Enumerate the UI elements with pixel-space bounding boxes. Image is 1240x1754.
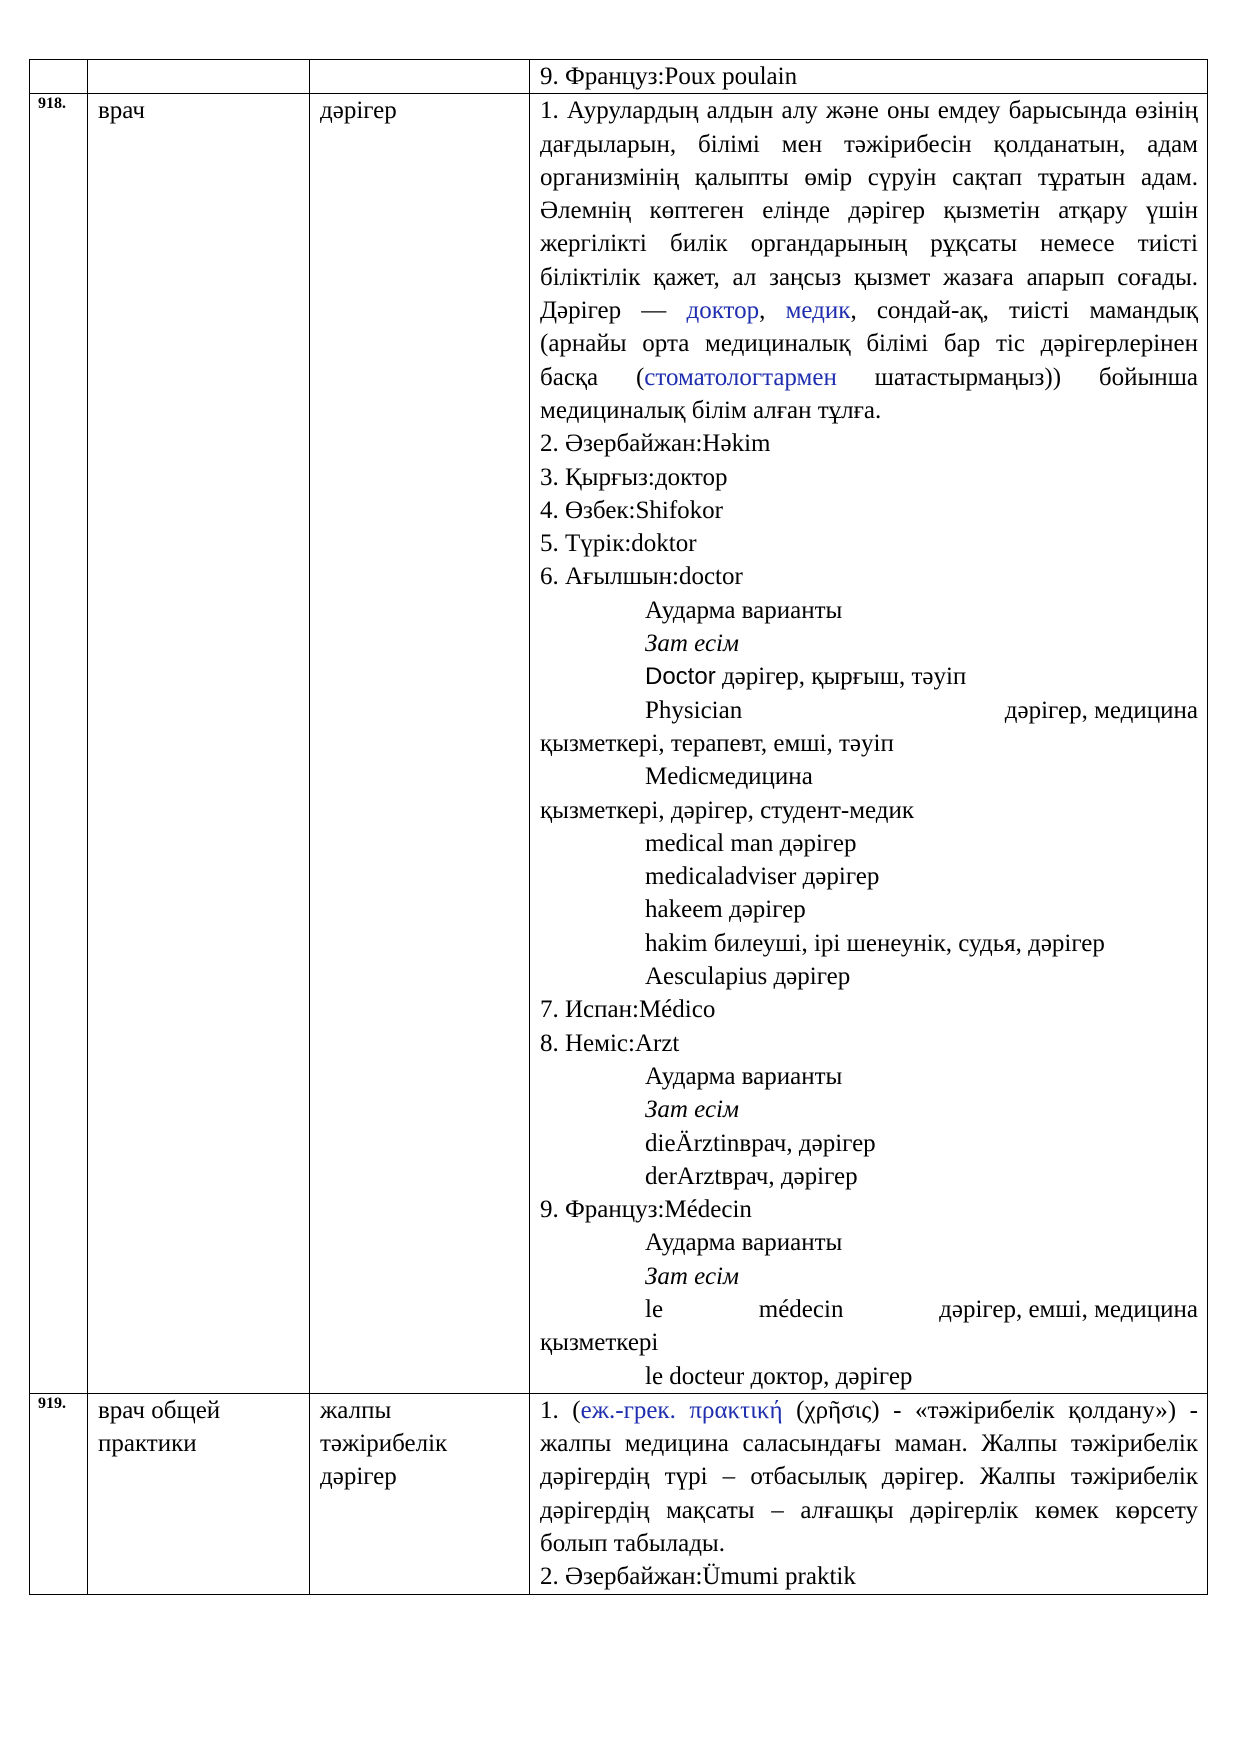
greek-etymology-link[interactable]: еж.-грек. πρακτική — [580, 1396, 783, 1424]
french-translation: 9. Француз:Poux poulain — [540, 63, 798, 90]
doctor-link[interactable]: доктор — [686, 297, 760, 325]
variant-item: le médecin дәрігер, емші, медицина — [645, 1295, 1198, 1323]
language-translation: 5. Түрік:doktor — [540, 530, 697, 558]
variant-continuation: қызметкері — [540, 1329, 659, 1357]
variants-heading: Аударма варианты — [645, 596, 843, 624]
variant-continuation: қызметкері, терапевт, емші, тәуіп — [540, 729, 894, 757]
part-of-speech: Зат есім — [645, 630, 739, 658]
kazakh-term: жалпы тәжірибелік дәрігер — [310, 1393, 530, 1594]
variant-item: dieÄrztinврач, дәрігер — [645, 1129, 876, 1157]
language-translation: 8. Неміс:Arzt — [540, 1029, 680, 1057]
definition-paragraph: 1. Аурулардың алдын алу және оны емдеу барысында өзінің дағдыларын, білімі мен тәжірибесін қолданатын, адам организмінің қалыпты өмір сүруін сақтап тұратын адам. Әлемнің көптеген елінде дәрігер қызметін атқару үшін жергілікті билік органдарының рұқсаты немесе тиісті біліктілік қажет, ал заңсыз қызмет жазаға апарып соғады. Дәрігер — доктор, медик, сондай-ақ, тиісті мамандық (арнайы орта медициналық білімі бар тіс дәрігерлерінен басқа (стоматологтармен шатастырмаңыз)) бойынша медициналық білім алған тұлға. — [540, 97, 1198, 424]
definition-paragraph: 1. (еж.-грек. πρακτική (χρῆσις) - «тәжірибелік қолдану») - жалпы медицина саласындағы маман. Жалпы тәжірибелік дәрігердің түрі – отбасылық дәрігер. Жалпы тәжірибелік дәрігердің мақсаты – алғашқы дәрігерлік көмек көрсету болып табылады. — [540, 1396, 1198, 1558]
medic-link[interactable]: медик — [785, 297, 851, 325]
russian-term: врач — [88, 94, 310, 1394]
variant-item: Medicмедицина — [645, 763, 813, 791]
variant-item: medicaladviser дәрігер — [645, 863, 880, 891]
language-translation: 3. Қырғыз:доктор — [540, 463, 728, 491]
entry-number: 918. — [30, 94, 88, 1394]
kazakh-term — [310, 60, 530, 94]
variant-continuation: қызметкері, дәрігер, студент-медик — [540, 796, 915, 824]
language-translation: 7. Испан:Médico — [540, 996, 716, 1024]
part-of-speech: Зат есім — [645, 1262, 739, 1290]
variant-item: le docteur доктор, дәрігер — [645, 1362, 913, 1390]
entry-number — [30, 60, 88, 94]
language-translation: 6. Ағылшын:doctor — [540, 563, 743, 591]
language-translation: 2. Әзербайжан:Ümumi praktik — [540, 1563, 856, 1591]
variant-item: Doctor дәрігер, қырғыш, тәуіп — [645, 663, 967, 691]
russian-term: врач общей практики — [88, 1393, 310, 1594]
table-row — [30, 1393, 1208, 1594]
variant-item: medical man дәрігер — [645, 829, 857, 857]
definition-cell — [530, 94, 1208, 1394]
variant-item: hakim билеуші, ірі шенеунік, судья, дәрігер — [645, 929, 1105, 957]
variant-item: derArztврач, дәрігер — [645, 1162, 858, 1190]
stomatologist-link[interactable]: стоматологтармен — [644, 363, 837, 391]
table-row — [30, 60, 1208, 94]
language-translation: 2. Әзербайжан:Həkim — [540, 430, 771, 458]
part-of-speech: Зат есім — [645, 1096, 739, 1124]
definition-cell — [530, 60, 1208, 94]
language-translation: 4. Өзбек:Shifokor — [540, 496, 724, 524]
dictionary-table — [29, 59, 1208, 1595]
entry-number: 919. — [30, 1393, 88, 1594]
definition-cell — [530, 1393, 1208, 1594]
variants-heading: Аударма варианты — [645, 1062, 843, 1090]
kazakh-term: дәрігер — [310, 94, 530, 1394]
variant-item: Physician дәрігер, медицина — [645, 696, 1198, 724]
table-row — [30, 94, 1208, 1394]
variants-heading: Аударма варианты — [645, 1229, 843, 1257]
russian-term — [88, 60, 310, 94]
variant-item: hakeem дәрігер — [645, 896, 806, 924]
variant-item: Aesculapius дәрігер — [645, 963, 851, 991]
language-translation: 9. Француз:Médecin — [540, 1196, 752, 1224]
